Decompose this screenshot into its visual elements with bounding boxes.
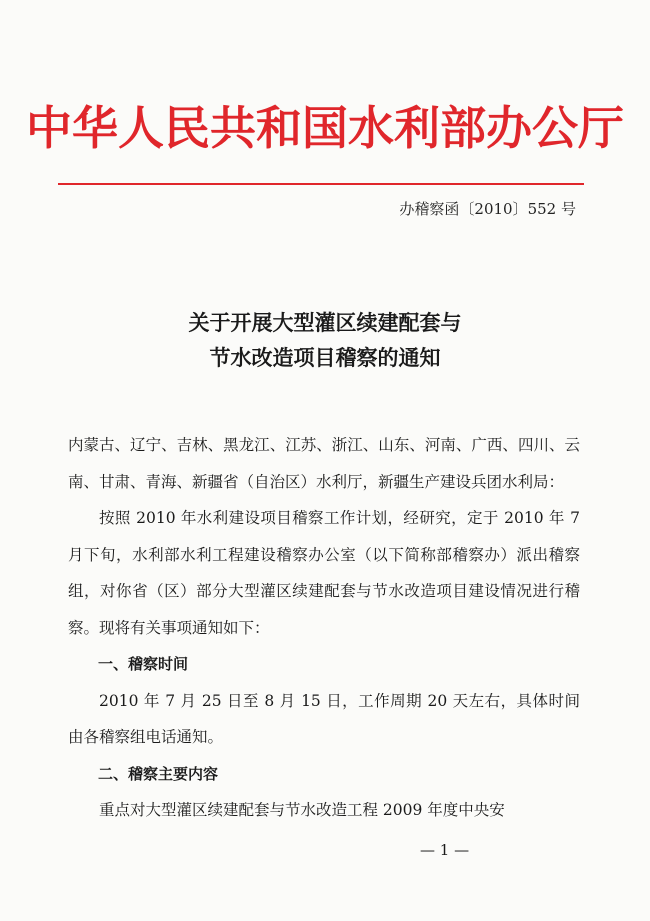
section-2-heading: 二、稽察主要内容 (98, 764, 219, 783)
document-title-line-1: 关于开展大型灌区续建配套与 (188, 311, 462, 335)
section-1-heading: 一、稽察时间 (98, 655, 189, 673)
document-body (68, 427, 580, 829)
section-1-text: 2010 年 7 月 25 日至 8 月 15 日，工作周期 20 天左右，具体时间由各稽察组电话通知。 (68, 691, 580, 746)
recipients-paragraph: 内蒙古、辽宁、吉林、黑龙江、江苏、浙江、山东、河南、广西、四川、云南、甘肃、青海、新疆省（自治区）水利厅，新疆生产建设兵团水利局： (68, 436, 580, 491)
document-title-line-2: 节水改造项目稽察的通知 (209, 346, 441, 370)
page-number: — 1 — (420, 841, 470, 859)
section-2-text: 重点对大型灌区续建配套与节水改造工程 2009 年度中央安 (99, 801, 505, 819)
red-separator-line (58, 183, 584, 185)
intro-paragraph: 按照 2010 年水利建设项目稽察工作计划，经研究，定于 2010 年 7 月下旬，水利部水利工程建设稽察办公室（以下简称部稽察办）派出稽察组，对你省（区）部分大型灌区续建配套与节水改造项目建设情况进行稽察。现将有关事项通知如下： (68, 509, 580, 637)
document-number: 办稽察函〔2010〕552 号 (399, 200, 576, 218)
issuing-organization: 中华人民共和国水利部办公厅 (26, 101, 624, 155)
